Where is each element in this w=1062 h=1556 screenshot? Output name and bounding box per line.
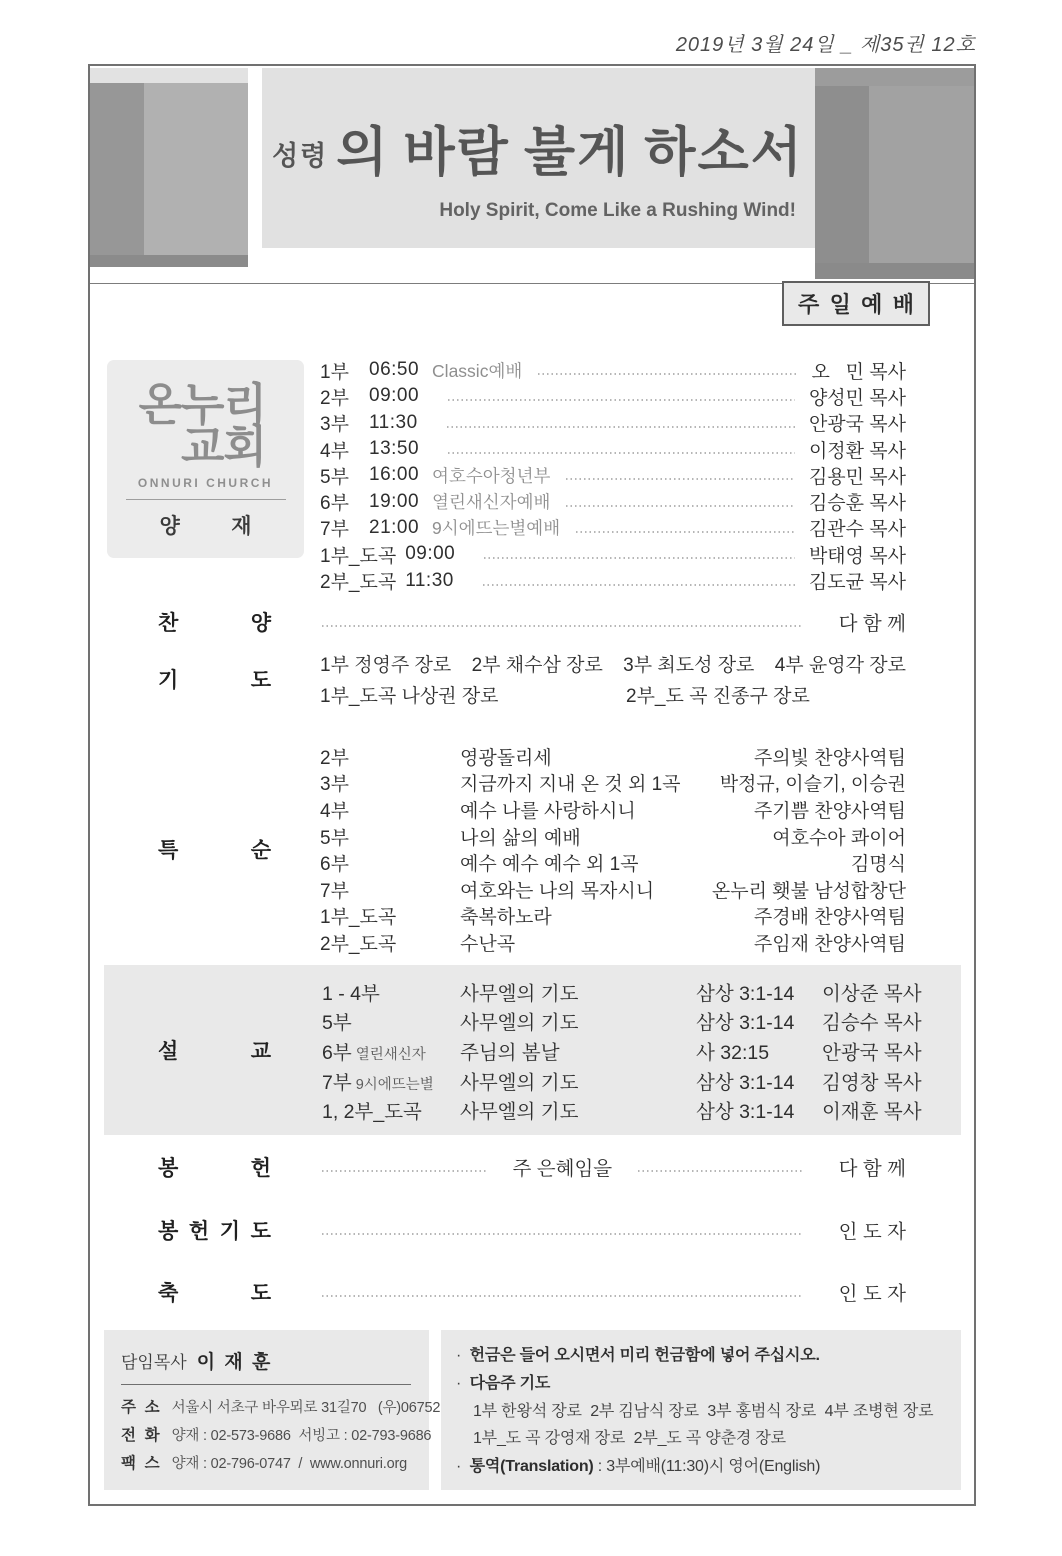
section-label: 축 도 <box>158 1282 271 1305</box>
special-performer: 온누리 횃불 남성합창단 <box>711 880 906 902</box>
contact-label: 전 화 <box>121 1427 160 1444</box>
dotted-leader <box>322 1295 801 1297</box>
service-row <box>320 462 906 488</box>
bulletin-sheet <box>88 64 976 1506</box>
header-photo-left <box>90 68 248 267</box>
section-praise <box>158 607 906 637</box>
logo-divider <box>126 499 286 500</box>
special-song: 영광돌리세 <box>460 747 552 769</box>
service-part: 7부 <box>320 519 349 541</box>
special-song: 수난곡 <box>460 933 516 955</box>
notice-line <box>456 1453 961 1481</box>
prayer-leader: 3부 최도성 장로 <box>623 655 755 676</box>
service-note: 9시에뜨는별예배 <box>432 518 561 539</box>
service-row <box>320 383 906 409</box>
section-label: 봉 헌 기 도 <box>158 1220 271 1243</box>
service-pastor: 안광국 목사 <box>808 414 906 436</box>
senior-pastor-name: 이 재 훈 <box>196 1352 273 1373</box>
calligraphy-word: 성령 <box>272 141 329 171</box>
contact-row <box>121 1420 432 1448</box>
service-part: 2부_도곡 <box>320 572 397 594</box>
section-label: 찬 양 <box>158 612 271 635</box>
dotted-leader <box>566 478 795 480</box>
section-label: 기 도 <box>158 669 271 692</box>
sermon-title: 사무엘의 기도 <box>460 1071 579 1094</box>
section-sermon <box>104 965 961 1135</box>
notice-text: 1부_도 곡 강영재 장로 2부_도 곡 양춘경 장로 <box>472 1430 786 1448</box>
footer-contact-box <box>104 1330 441 1490</box>
service-note: 여호수아청년부 <box>432 465 551 486</box>
praise-by: 다 함 께 <box>838 613 906 635</box>
calligraphy-title <box>262 110 820 186</box>
sermon-scripture: 사 32:15 <box>696 1041 770 1064</box>
sermon-row <box>322 977 943 1007</box>
sermon-pastor: 김영창 목사 <box>822 1071 922 1094</box>
section-label: 설 교 <box>158 1040 271 1063</box>
photo-block <box>90 83 144 255</box>
service-part: 1부 <box>320 361 349 383</box>
bullet <box>456 1403 473 1420</box>
special-part: 7부 <box>320 880 349 902</box>
notice-lead: 통역(Translation) <box>469 1458 594 1476</box>
dotted-leader <box>638 1170 803 1172</box>
special-song: 나의 삶의 예배 <box>460 827 581 849</box>
sermon-scripture: 삼상 3:1-14 <box>696 1071 795 1094</box>
special-music-row <box>320 823 906 850</box>
sermon-pastor: 이재훈 목사 <box>822 1101 922 1124</box>
dotted-leader <box>566 505 795 507</box>
notice-text: : 3부예배(11:30)시 영어(English) <box>593 1458 821 1476</box>
section-special-music <box>158 743 906 956</box>
photo-strip <box>815 263 974 279</box>
service-row <box>320 410 906 436</box>
section-prayer <box>158 648 906 710</box>
special-performer: 주임재 찬양사역팀 <box>753 933 906 955</box>
dotted-leader <box>538 373 797 375</box>
special-song: 축복하노라 <box>460 907 552 929</box>
contact-value: 양재 : 02-573-9686 서빙고 : 02-793-9686 <box>171 1427 432 1444</box>
offering-hymn: 주 은혜임을 <box>512 1158 613 1180</box>
notice-line <box>456 1342 961 1370</box>
special-performer: 주기쁨 찬양사역팀 <box>753 800 906 822</box>
service-row <box>320 515 906 541</box>
notice-line <box>456 1425 961 1453</box>
service-part: 3부 <box>320 414 349 436</box>
photo-strip <box>90 68 248 83</box>
service-time: 09:00 <box>405 543 456 565</box>
service-part: 6부 <box>320 493 349 515</box>
special-performer: 주경배 찬양사역팀 <box>753 907 906 929</box>
sermon-part: 7부 9시에뜨는별 <box>322 1071 434 1094</box>
dotted-leader <box>448 399 795 401</box>
contact-value: 서울시 서초구 바우뫼로 31길70 (우)06752 <box>171 1399 441 1416</box>
sermon-title: 주님의 봄날 <box>460 1041 560 1064</box>
notice-lead: 다음주 기도 <box>469 1374 551 1392</box>
notice-text: 1부 한왕석 장로 2부 김남식 장로 3부 홍범식 장로 4부 조병현 장로 <box>472 1402 934 1420</box>
special-part: 2부_도곡 <box>320 933 397 955</box>
sunday-worship-badge <box>782 281 930 326</box>
sermon-scripture: 삼상 3:1-14 <box>696 1101 795 1124</box>
service-row <box>320 357 906 383</box>
calligraphy-word: 바람 <box>403 123 510 182</box>
special-music-row <box>320 876 906 903</box>
special-song: 여호와는 나의 목자시니 <box>460 880 655 902</box>
dotted-leader <box>322 1233 801 1235</box>
issue-date: 2019년 3월 24일 _ 제35권 12호 <box>675 34 976 56</box>
sermon-pastor: 이상준 목사 <box>822 982 922 1005</box>
offering-by: 다 함 께 <box>838 1158 906 1180</box>
service-time: 19:00 <box>369 490 420 512</box>
section-benediction <box>158 1277 906 1307</box>
sermon-row <box>322 1007 943 1037</box>
church-logo <box>107 360 304 558</box>
service-time: 06:50 <box>369 359 420 381</box>
prayer-leader: 2부_도 곡 진종구 장로 <box>626 686 810 707</box>
sermon-pastor: 안광국 목사 <box>822 1041 922 1064</box>
calligraphy-word: 불게 <box>523 123 631 182</box>
section-offering <box>158 1152 906 1182</box>
calligraphy-word: 하소서 <box>644 123 804 182</box>
benediction-by: 인 도 자 <box>838 1283 906 1305</box>
sermon-row <box>322 1066 943 1096</box>
bullet <box>456 1430 473 1447</box>
service-note: Classic예배 <box>432 360 523 381</box>
notice-line <box>456 1398 961 1426</box>
photo-strip <box>815 68 974 86</box>
special-performer: 박정규, 이슬기, 이승권 <box>719 774 906 796</box>
sermon-part: 5부 <box>322 1012 352 1035</box>
special-part: 2부 <box>320 747 349 769</box>
contact-label: 주 소 <box>121 1399 160 1416</box>
prayer-leader: 2부 채수삼 장로 <box>471 655 603 676</box>
dotted-leader <box>322 1170 487 1172</box>
sermon-title: 사무엘의 기도 <box>460 1101 579 1124</box>
service-row <box>320 488 906 514</box>
special-song: 예수 나를 사랑하시니 <box>460 800 636 822</box>
dotted-leader <box>447 426 795 428</box>
service-row <box>320 567 906 593</box>
prayer-leaders-line1 <box>320 648 906 679</box>
sermon-part-note: 9시에뜨는별 <box>355 1076 434 1093</box>
campus-name: 양 재 <box>159 514 252 538</box>
title-banner <box>262 68 820 248</box>
special-part: 1부_도곡 <box>320 907 397 929</box>
service-time: 21:00 <box>369 516 420 538</box>
special-part: 6부 <box>320 854 349 876</box>
senior-pastor-line <box>121 1347 429 1374</box>
service-time: 11:30 <box>369 411 418 433</box>
contact-value: 양재 : 02-796-0747 / www.onnuri.org <box>171 1455 407 1472</box>
sermon-row <box>322 1036 943 1066</box>
service-pastor: 김관수 목사 <box>808 519 906 541</box>
service-time: 13:50 <box>369 438 420 460</box>
special-song: 지금까지 지내 온 것 외 1곡 <box>460 774 681 796</box>
sermon-part: 6부 열린새신자 <box>322 1041 426 1064</box>
special-music-row <box>320 743 906 770</box>
logo-line2: 교회 <box>181 420 266 472</box>
service-note: 열린새신자예배 <box>432 492 551 513</box>
prayer-leader: 1부_도곡 나상권 장로 <box>320 686 499 707</box>
sermon-pastor: 김승수 목사 <box>822 1012 922 1035</box>
special-music-row <box>320 770 906 797</box>
special-performer: 여호수아 콰이어 <box>772 827 906 849</box>
sermon-title: 사무엘의 기도 <box>460 1012 579 1035</box>
service-time: 11:30 <box>405 569 454 591</box>
section-label: 봉 헌 <box>158 1157 271 1180</box>
special-music-row <box>320 903 906 930</box>
bullet: · <box>456 1347 470 1364</box>
section-offering-prayer <box>158 1215 906 1245</box>
service-pastor: 김승훈 목사 <box>808 493 906 515</box>
service-time: 16:00 <box>369 464 420 486</box>
dotted-leader <box>484 557 795 559</box>
service-row <box>320 541 906 567</box>
dotted-leader <box>448 452 795 454</box>
service-part: 4부 <box>320 440 349 462</box>
church-logo-english: ONNURI CHURCH <box>137 475 274 490</box>
bullet: · <box>456 1458 470 1476</box>
service-part: 2부 <box>320 387 349 409</box>
contact-row <box>121 1448 429 1476</box>
service-pastor: 이정환 목사 <box>808 440 906 462</box>
dotted-leader <box>483 584 795 586</box>
special-song: 예수 예수 예수 외 1곡 <box>460 854 639 876</box>
service-row <box>320 436 906 462</box>
church-logo-korean <box>107 379 304 472</box>
sunday-worship-label: 주 일 예 배 <box>798 292 914 317</box>
sermon-part: 1, 2부_도곡 <box>322 1101 422 1124</box>
special-music-row <box>320 929 906 956</box>
dotted-leader <box>576 531 795 533</box>
photo-block <box>815 86 869 263</box>
logo-line1: 온누리 <box>138 379 266 430</box>
service-part: 1부_도곡 <box>320 545 397 567</box>
footer-divider <box>121 1384 411 1385</box>
photo-strip <box>90 255 248 267</box>
offering-prayer-by: 인 도 자 <box>838 1221 906 1243</box>
service-pastor: 양성민 목사 <box>808 387 906 409</box>
calligraphy-word: 의 <box>336 123 390 182</box>
special-part: 3부 <box>320 774 349 796</box>
title-subtitle-english: Holy Spirit, Come Like a Rushing Wind! <box>439 200 796 221</box>
notice-line <box>456 1370 961 1398</box>
sermon-part-note: 열린새신자 <box>355 1046 426 1063</box>
special-music-row <box>320 849 906 876</box>
service-pastor: 박태영 목사 <box>808 545 906 567</box>
senior-pastor-role: 담임목사 <box>121 1353 187 1372</box>
sermon-scripture: 삼상 3:1-14 <box>696 1012 795 1035</box>
sermon-scripture: 삼상 3:1-14 <box>696 982 795 1005</box>
special-performer: 김명식 <box>850 854 906 876</box>
sermon-title: 사무엘의 기도 <box>460 982 579 1005</box>
bullet: · <box>456 1374 470 1392</box>
service-schedule <box>320 357 906 594</box>
footer-notices-box <box>441 1330 961 1490</box>
notice-lead: 헌금은 들어 오시면서 미리 헌금함에 넣어 주십시오. <box>469 1347 820 1364</box>
section-label: 특 순 <box>158 839 271 863</box>
prayer-leader: 4부 윤영각 장로 <box>774 655 906 676</box>
sermon-part: 1 - 4부 <box>322 982 380 1005</box>
service-part: 5부 <box>320 466 349 488</box>
special-part: 4부 <box>320 800 349 822</box>
service-time: 09:00 <box>369 385 420 407</box>
service-pastor: 김도균 목사 <box>808 572 906 594</box>
contact-label: 팩 스 <box>121 1455 160 1472</box>
header-photo-right <box>815 68 974 279</box>
prayer-leader: 1부 정영주 장로 <box>320 655 452 676</box>
contact-row <box>121 1392 441 1420</box>
service-pastor: 오 민 목사 <box>811 361 906 383</box>
prayer-leaders-line2 <box>320 679 906 710</box>
sermon-row <box>322 1095 943 1125</box>
special-part: 5부 <box>320 827 349 849</box>
special-performer: 주의빛 찬양사역팀 <box>753 747 906 769</box>
service-pastor: 김용민 목사 <box>808 466 906 488</box>
dotted-leader <box>322 625 801 627</box>
special-music-row <box>320 796 906 823</box>
